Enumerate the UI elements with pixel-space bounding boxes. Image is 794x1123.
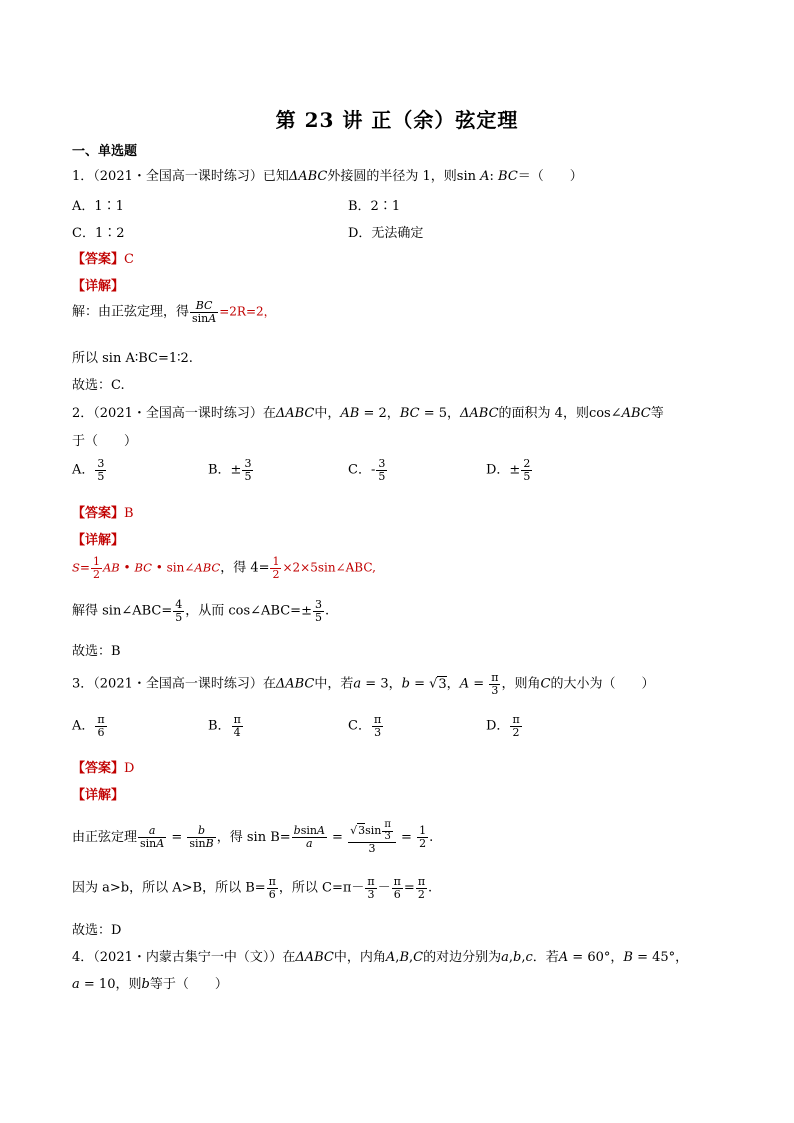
q3-option-a: A． $\frac{\pi}{6}$ bbox=[72, 713, 105, 739]
q2-solution-line-2: 解得 sin∠ABC= $\frac{4}{5}$ ，从而 cos∠ABC=± $\frac{3}{5}$ . bbox=[72, 598, 330, 624]
q3-option-b: B． $\frac{\pi}{4}$ bbox=[208, 713, 241, 739]
question-2: 2．（2021・全国高一课时练习）在ΔABC中，AB = 2，BC = 5，ΔABC的面积为 4，则cos∠ABC等 bbox=[72, 406, 664, 421]
q3-solution-line-2: 因为 a>b，所以 A>B，所以 B= $\frac{\pi}{6}$ ，所以 C=π－ $\frac{\pi}{3}$ － $\frac{\pi}{6}$ = $\frac{\pi}{2}$ . bbox=[72, 875, 433, 901]
q2-option-a: A． $\frac{3}{5}$ bbox=[72, 457, 105, 483]
q1-option-a: A．1∶1 bbox=[72, 199, 124, 214]
q1-option-d: D．无法确定 bbox=[348, 226, 424, 241]
q1-option-b: B．2∶1 bbox=[348, 199, 401, 214]
q2-option-b: B．± $\frac{3}{5}$ bbox=[208, 457, 252, 483]
question-1: 1．（2021・全国高一课时练习）已知ΔABC外接圆的半径为 1，则sin A: BC＝（ ） bbox=[72, 169, 583, 184]
q2-detail-label: 【详解】 bbox=[72, 533, 125, 548]
q3-solution-line-3: 故选：D bbox=[72, 923, 122, 938]
q2-option-c: C．- $\frac{3}{5}$ bbox=[348, 457, 386, 483]
question-2-line-2: 于（ ） bbox=[72, 434, 138, 449]
q3-option-d: D． $\frac{\pi}{2}$ bbox=[486, 713, 520, 739]
question-4: 4．（2021・内蒙古集宁一中（文））在ΔABC中，内角A,B,C的对边分别为a,b,c．若A = 60°，B = 45°， bbox=[72, 950, 689, 965]
page-title: 第 23 讲 正（余）弦定理 bbox=[275, 108, 519, 132]
q1-detail-label: 【详解】 bbox=[72, 279, 125, 294]
q1-solution-line-1: 解：由正弦定理，得 $\frac{BC}{\sin A}$ =2R=2， bbox=[72, 299, 276, 325]
q2-solution-line-3: 故选：B bbox=[72, 644, 121, 659]
q1-option-c: C．1∶2 bbox=[72, 226, 125, 241]
q3-option-c: C． $\frac{\pi}{3}$ bbox=[348, 713, 382, 739]
q1-solution-line-3: 故选：C. bbox=[72, 378, 125, 393]
q2-solution-line-1: S= $\frac{1}{2}$ AB • BC • sin∠ABC，得 4= $\frac{1}{2}$ ×2×5sin∠ABC, bbox=[72, 555, 376, 581]
question-3: 3．（2021・全国高一课时练习）在ΔABC中，若a = 3，b = √3，A = $\frac{\pi}{3}$ ，则角C的大小为（ ） bbox=[72, 671, 655, 697]
q1-answer: 【答案】C bbox=[72, 252, 134, 267]
q2-option-d: D．± $\frac{2}{5}$ bbox=[486, 457, 531, 483]
q2-answer: 【答案】B bbox=[72, 506, 134, 521]
section-heading: 一、单选题 bbox=[72, 144, 138, 159]
q1-solution-line-2: 所以 sin A∶BC=1∶2. bbox=[72, 351, 193, 366]
q3-answer: 【答案】D bbox=[72, 761, 135, 776]
q3-solution-line-1: 由正弦定理 $\frac{a}{\sin A}$ = $\frac{b}{\sin B}$ ，得 sin B= $\frac{bsinA}{a}$ = √3sin $\frac{\pi}{3}$ 3 = $\frac{1}{2}$ . bbox=[72, 819, 434, 855]
question-4-line-2: a = 10，则b等于（ ） bbox=[72, 977, 228, 992]
q3-detail-label: 【详解】 bbox=[72, 788, 125, 803]
